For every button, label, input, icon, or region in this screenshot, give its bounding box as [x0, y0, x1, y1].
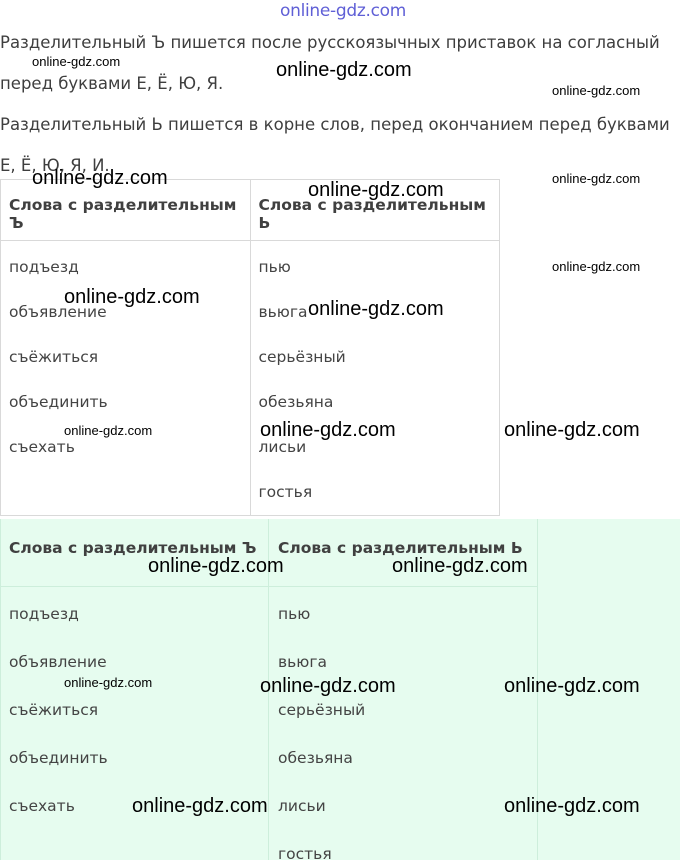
list-item: объявление: [9, 303, 107, 321]
list-item: съехать: [9, 797, 75, 815]
answer-header-soft-sign: Слова с разделительным Ь: [278, 539, 523, 557]
list-item: обезьяна: [258, 393, 334, 411]
watermark: online-gdz.com: [64, 675, 153, 690]
list-item: подъезд: [9, 605, 79, 623]
header-soft-sign: Слова с разделительным Ь: [250, 180, 500, 241]
words-table: [0, 179, 500, 516]
watermark: online-gdz.com: [504, 795, 640, 817]
list-item: съёжиться: [9, 348, 99, 366]
list-item: вьюга: [278, 653, 327, 671]
list-item: подъезд: [9, 258, 79, 276]
watermark: online-gdz.com: [260, 675, 396, 697]
site-header-watermark: online-gdz.com: [280, 1, 407, 21]
divider: [0, 586, 537, 587]
watermark: online-gdz.com: [260, 419, 396, 441]
list-item: гостья: [278, 845, 332, 863]
watermark: online-gdz.com: [32, 167, 168, 189]
watermark: online-gdz.com: [392, 555, 528, 577]
header-hard-sign: Слова с разделительным Ъ: [1, 180, 251, 241]
table-row: [1, 241, 500, 516]
watermark: online-gdz.com: [308, 298, 444, 320]
list-item: пью: [258, 258, 291, 276]
watermark: online-gdz.com: [552, 259, 641, 274]
divider: [0, 519, 1, 860]
watermark: online-gdz.com: [504, 675, 640, 697]
list-item: объединить: [9, 749, 108, 767]
list-item: обезьяна: [278, 749, 353, 767]
list-item: съехать: [9, 438, 75, 456]
watermark: online-gdz.com: [64, 423, 153, 438]
watermark: online-gdz.com: [552, 83, 641, 98]
list-item: объединить: [9, 393, 108, 411]
list-item: съёжиться: [9, 701, 99, 719]
watermark: online-gdz.com: [276, 59, 412, 81]
list-item-empty: [9, 470, 242, 515]
watermark: online-gdz.com: [504, 419, 640, 441]
watermark: online-gdz.com: [308, 179, 444, 201]
list-item: гостья: [258, 483, 313, 501]
column-hard-sign: [1, 241, 251, 516]
answer-header-hard-sign: Слова с разделительным Ъ: [9, 539, 257, 557]
watermark: online-gdz.com: [148, 555, 284, 577]
watermark: online-gdz.com: [64, 286, 200, 308]
watermark: online-gdz.com: [552, 171, 641, 186]
watermark: online-gdz.com: [132, 795, 268, 817]
list-item: вьюга: [258, 303, 308, 321]
list-item: объявление: [9, 653, 107, 671]
list-item: серьёзный: [278, 701, 366, 719]
list-item: лисьи: [278, 797, 326, 815]
rule-paragraph-hard-sign: Разделительный Ъ пишется после русскоязычных приставок на согласный перед буквами Е, Ё, Ю, Я.: [0, 33, 660, 93]
list-item: лисьи: [258, 438, 307, 456]
watermark: online-gdz.com: [32, 54, 121, 69]
rule-paragraph-soft-sign: Разделительный Ь пишется в корне слов, перед окончанием перед буквами Е, Ё, Ю, Я, И.: [0, 115, 670, 175]
column-soft-sign: [250, 241, 500, 516]
list-item: серьёзный: [258, 348, 346, 366]
list-item: пью: [278, 605, 311, 623]
